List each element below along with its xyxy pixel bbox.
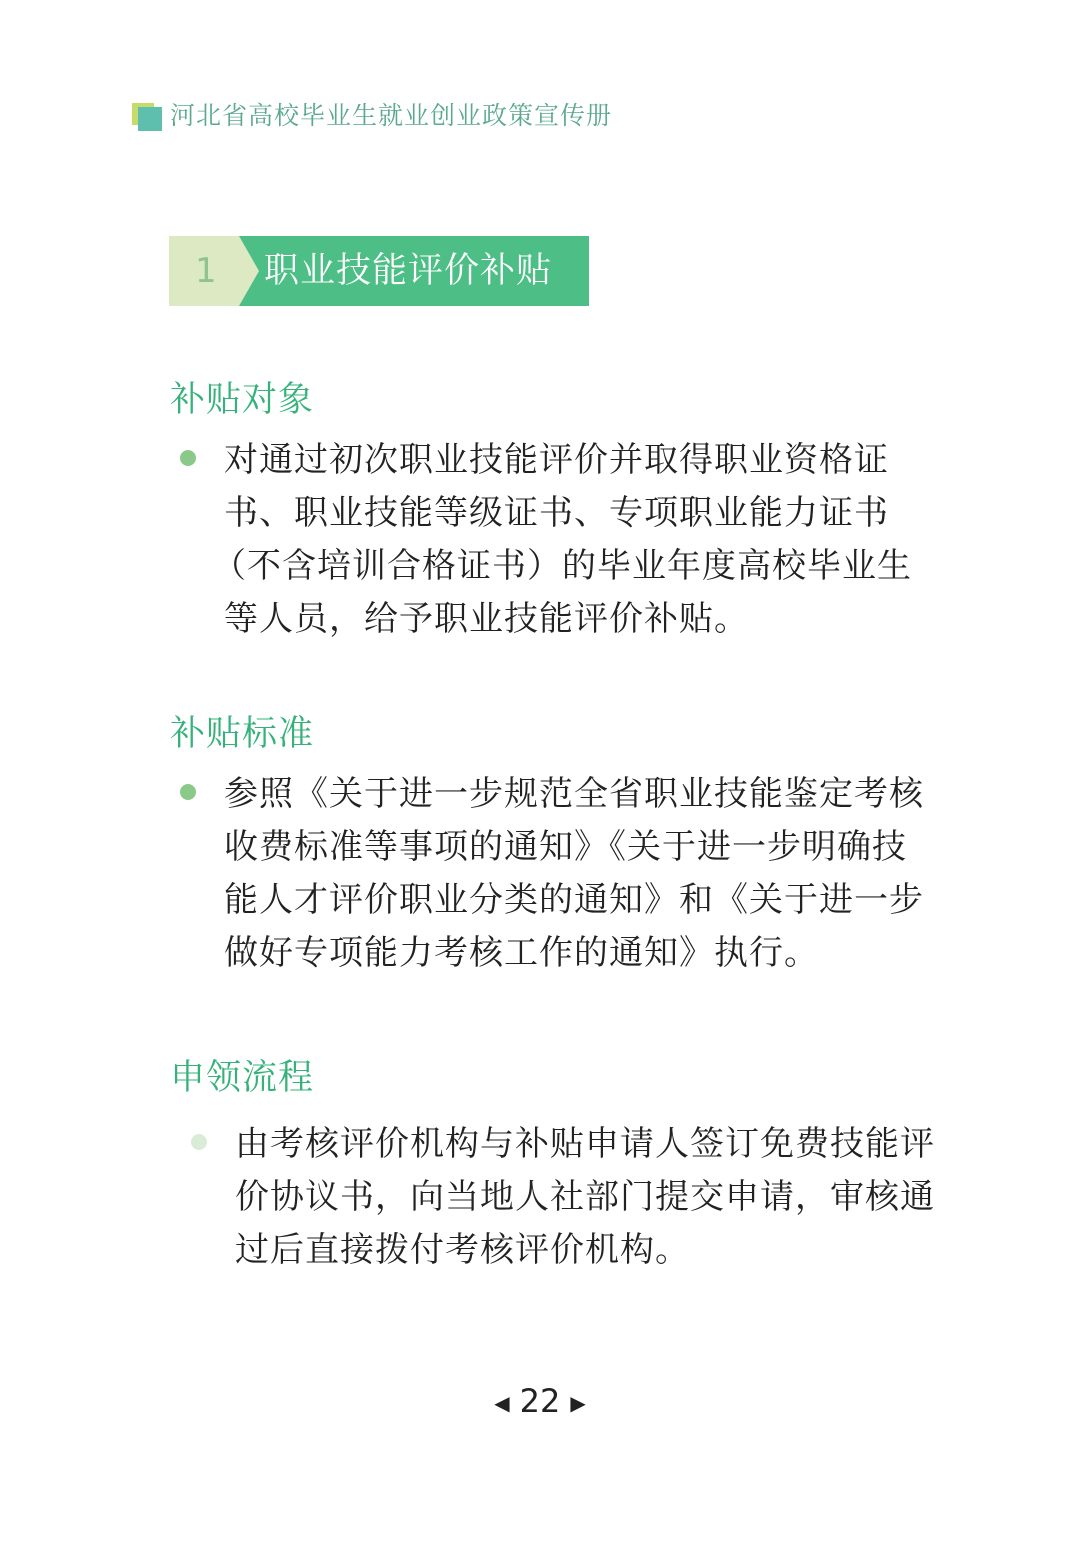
bullet-dot-icon [191, 1134, 207, 1150]
section-number: 1 [169, 236, 269, 306]
list-item [191, 1118, 975, 1277]
section-title: 职业技能评价补贴 [264, 251, 553, 291]
paragraph-text: 由考核评价机构与补贴申请人签订免费技能评 价协议书，向当地人社部门提交申请，审核通 过后直接拨付考核评价机构。 [235, 1124, 935, 1270]
left-triangle-icon: ◀ [494, 1391, 510, 1415]
subhead-standard: 补贴标准 [170, 714, 315, 754]
list-item [180, 434, 964, 646]
bullet-dot-icon [180, 784, 196, 800]
page-number-text: 22 [519, 1382, 561, 1420]
paragraph-text: 参照《关于进一步规范全省职业技能鉴定考核 收费标准等事项的通知》《关于进一步明确技 能人才评价职业分类的通知》和《关于进一步 做好专项能力考核工作的通知》执行。 [224, 774, 924, 973]
right-triangle-icon: ▶ [570, 1391, 586, 1415]
bullet-dot-icon [180, 450, 196, 466]
paragraph-text: 对通过初次职业技能评价并取得职业资格证 书、职业技能等级证书、专项职业能力证书 （不含培训合格证书）的毕业年度高校毕业生 等人员，给予职业技能评价补贴。 [212, 440, 912, 639]
header-title: 河北省高校毕业生就业创业政策宣传册 [170, 101, 613, 130]
page-header [132, 94, 612, 134]
subhead-target: 补贴对象 [170, 380, 315, 420]
subhead-process: 申领流程 [170, 1058, 315, 1098]
page-number [0, 1382, 1080, 1420]
section-label [169, 236, 589, 306]
brand-squares-icon [132, 97, 164, 131]
list-item [180, 768, 964, 980]
